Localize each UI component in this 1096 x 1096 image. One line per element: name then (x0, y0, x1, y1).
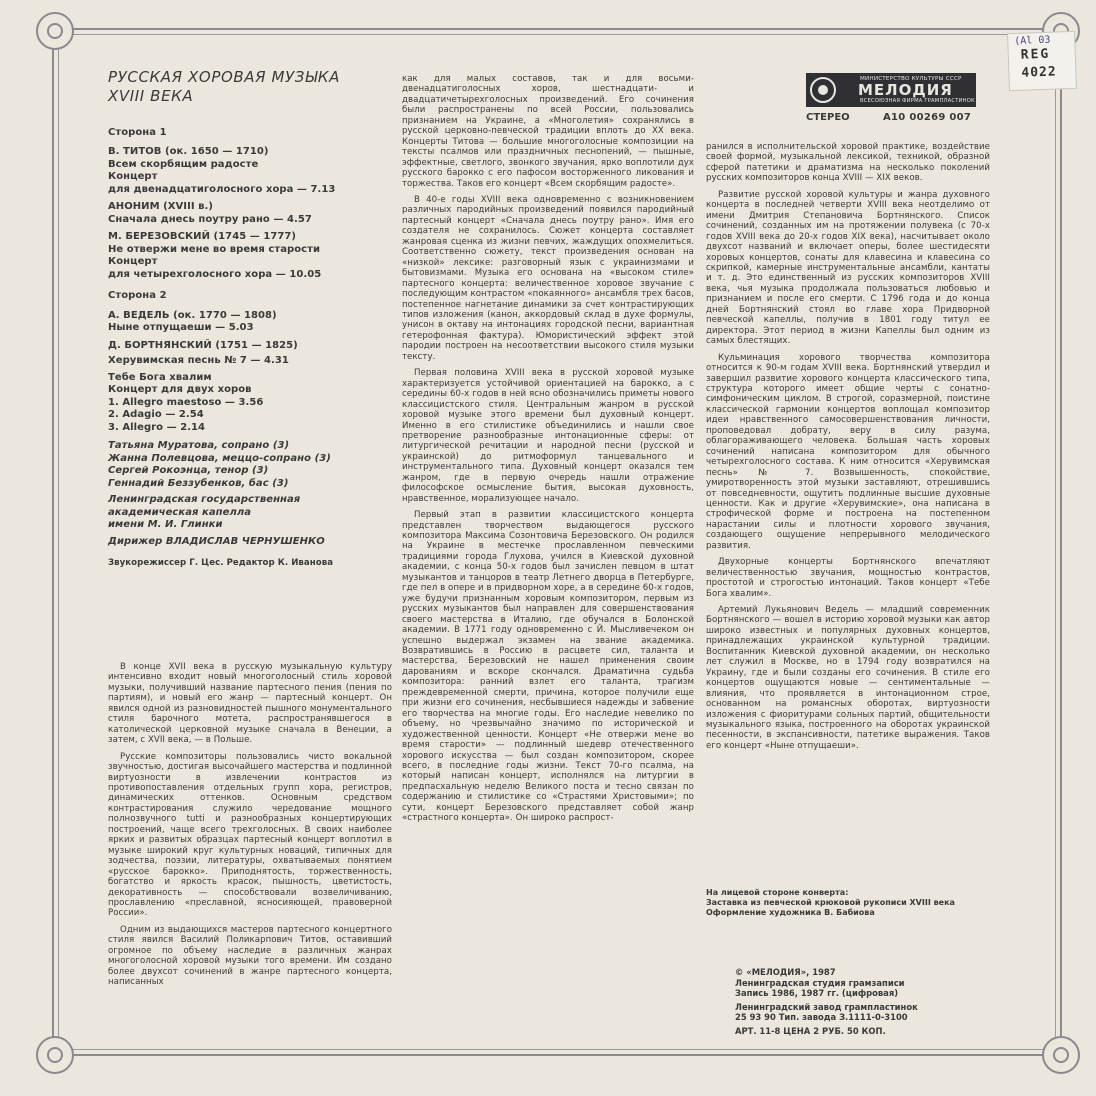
choir-line: Ленинградская государственная (108, 494, 301, 506)
work-title: Не отвержи мене во время старости (108, 243, 321, 255)
registration-sticker (1007, 31, 1077, 91)
frame-corner-ornament (1042, 1036, 1080, 1074)
performers (108, 440, 398, 490)
paragraph: Артемий Лукьянович Ведель — младший современник Бортнянского — вошел в историю хоровой музыки как автор широко известных и популярных духовных концертов, принадлежащих украинской культурной традиции. Воспитанник Киевской духовной академии, он несколько лет служил в Москве, но в 1794 году возвратился на Украину, где и были созданы его сочинения. В стиле его концертов ощущаются новые — сентиментальные — влияния, что проявляется в интонационном строе, основанном на романсных оборотах, виртуозности изложения с фиоритурами сольных партий, общительности музыкального языка, построенного на оборотах украинской песенности, в экспансивности, патетике выражения. Таков его концерт «Ныне отпущаеши». (706, 605, 990, 751)
composer: Д. БОРТНЯНСКИЙ (1751 — 1825) (108, 339, 298, 351)
paragraph: Одним из выдающихся мастеров партесного концертного стиля явился Василий Поликарпович Титов, оставивший огромное по объему наследие в различных жанрах многоголосной хоровой музыки того времени. Им создано более двухсот сочинений в жанре партесного концерта, написанных (108, 924, 392, 988)
track-vedel (108, 310, 398, 335)
price-line: АРТ. 11-8 ЦЕНА 2 РУБ. 50 КОП. (735, 1025, 886, 1036)
text-column-2 (402, 74, 694, 830)
logo-name: МЕЛОДИЯ (858, 81, 953, 99)
work-detail: для четырехголосного хора — 10.05 (108, 268, 322, 280)
print-line: 25 93 90 Тип. завода З.1111-0-3100 (735, 1012, 908, 1023)
performer: Жанна Полевцова, меццо-сопрано (3) (108, 452, 331, 464)
work-form: Концерт (108, 256, 158, 268)
paragraph: Русские композиторы пользовались чисто вокальной звучностью, достигая высочайшего мастерства и подлинной виртуозности в извлечении контрастов из противопоставления отдельных групп хора, регистров, динамических оттенков. Основным средством контрастирования служило чередование мощного полнозвучного tutti и разнообразных концертирующих построений, чаще всего трехголосных. В своих наиболее ярких и развитых образцах партесный концерт воплотил в музыке широкий круг культурных новаций, типичных для зодчества, поэзии, литературы, охватываемых понятием «русское барокко». Приподнятость, торжественность, богатство и яркость красок, пышность, цветистость, декоративность — способствовали возвеличиванию, прославлению «преславной, ясносияющей, правоверной России». (108, 751, 392, 919)
title-line: РУССКАЯ ХОРОВАЯ МУЗЫКА (108, 68, 340, 86)
paragraph: Развитие русской хоровой культуры и жанра духовного концерта в последней четверти XVIII века неотделимо от имени Дмитрия Степановича Бортнянского. Список сочинений, созданных им на протяжении полувека (с 70-х годов XVIII века до 20-х годов XIX века), насчитывает около двухсот названий и включает оперы, более шестидесяти хоровых концертов, сонаты для клавесина и клавесина со скрипкой, камерные инструментальные ансамбли, кантаты и т. д. Это единственный из русских композиторов XVIII века, чья музыка продолжала пользоваться любовью и признанием и после его смерти. С 1796 года и до конца дней Бортнянский стоял во главе хора Придворной певческой капеллы, получив в 1801 году титул ее директора. Этот период в жизни Капеллы был одним из самых блестящих. (706, 189, 990, 347)
tracklist (108, 128, 398, 569)
performer: Сергей Рокоэнца, тенор (3) (108, 465, 269, 477)
choir-line: имени М. И. Глинки (108, 519, 223, 531)
paragraph: ранился в исполнительской хоровой практике, воздействие своей формой, музыкальной лексикой, техникой, образной сферой патетики и драматизма на несколько поколений русских композиторов конца XVIII — XIX веков. (706, 142, 990, 184)
cover-credits (706, 888, 1006, 918)
conductor: Дирижер ВЛАДИСЛАВ ЧЕРНУШЕНКО (108, 535, 325, 547)
work-form: Концерт (108, 171, 158, 183)
paragraph: Первая половина XVIII века в русской хоровой музыке характеризуется устойчивой ориентацией на барокко, а с середины 60-х годов в ней ясно обозначились приметы нового классицистского стиля. Центральным жанром в русской хоровой музыке этого времени был духовный концерт. Именно в его стилистике объединились и нашли свое претворение разнообразные интонационные сферы: от литургической речитации и народной песни (русской и украинской) до ритмоформул танцевального и инструментального типа. Духовный концерт оказался тем жанром, где в первую очередь нашли отражение философское осмысление бытия, высокая духовность, нравственное, морализующее начало. (402, 368, 694, 504)
sticker-handwritten-code: (Al 03 (1014, 34, 1051, 47)
work-title: Тебе Бога хвалим (108, 371, 212, 383)
record-disc-icon (810, 77, 836, 103)
frame-corner-ornament (36, 12, 74, 50)
studio-line: Ленинградская студия грамзаписи (735, 977, 905, 988)
side-label: Сторона 2 (108, 290, 167, 302)
credit-line: Оформление художника В. Бабиова (706, 908, 875, 917)
composer: А. ВЕДЕЛЬ (ок. 1770 — 1808) (108, 309, 277, 321)
credit-line: На лицевой стороне конверта: (706, 888, 849, 897)
paragraph: Кульминация хорового творчества композитора относится к 90-м годам XVIII века. Бортнянский утвердил и завершил развитие хорового концерта классического типа, структура которого имеет общие черты с сонатно-симфоническим циклом. В строгой, соразмерной, поистине классической гармонии концертов воплощал композитор идеи нравственного самосовершенствования личности, проповедовал добрату, веру в силу разума, облагораживающего человека. Большая часть хоровых сочинений написана композитором для обычного четырехголосного состава. К ним относится «Херувимская песнь» № 7. Возвышенность, спокойствие, умиротворенность этой музыки заставляют, отрешившись от повседневности, ощутить подлинные высшие духовные ценности. Как и другие «Херувимские», она написана в строфической форме и построена на постепенном нарастании силы и плотности хорового звучания, создающего ощущение непрерывного мелодического развития. (706, 352, 990, 551)
credit-line: Заставка из певческой крюковой рукописи XVIII века (706, 898, 955, 907)
movement: 1. Allegro maestoso — 3.56 (108, 396, 264, 408)
performer: Геннадий Беззубенков, бас (3) (108, 477, 289, 489)
work-form: Концерт для двух хоров (108, 384, 252, 396)
work-title: Ныне отпущаеши — 5.03 (108, 322, 254, 334)
sticker-reg-label: REG (1020, 46, 1051, 63)
choir-line: академическая капелла (108, 506, 252, 518)
track-titov (108, 146, 398, 196)
work-title: Сначала днесь поутру рано — 4.57 (108, 213, 312, 225)
logo-ministry: МИНИСТЕРСТВО КУЛЬТУРЫ СССР (860, 76, 962, 82)
page-title (108, 68, 340, 106)
text-column-3 (706, 142, 990, 757)
paragraph: Двухорные концерты Бортнянского впечатляют величественностью звучания, мощностью контрастов, простотой и строгостью интонаций. Таков концерт «Тебе Бога хвалим». (706, 557, 990, 599)
composer: В. ТИТОВ (ок. 1650 — 1710) (108, 146, 269, 158)
movement: 3. Allegro — 2.14 (108, 421, 206, 433)
performer: Татьяна Муратова, сопрано (3) (108, 440, 290, 452)
track-bortnyansky (108, 340, 398, 435)
title-line: XVIII ВЕКА (108, 87, 194, 105)
logo-sub: ВСЕСОЮЗНАЯ ФИРМА ГРАМПЛАСТИНОК (860, 98, 975, 104)
work-title: Херувимская песнь № 7 — 4.31 (108, 355, 289, 367)
paragraph: В 40-е годы XVIII века одновременно с возникновением различных пародийных произведений появился пародийный партесный концерт «Сначала днесь поутру рано». Имя его создателя не сохранилось. Сюжет концерта составляет жанровая сценка из жизни певчих, жаждущих опохмелиться. Соответственно сюжету, текст произведения основан на «низкой» лексике: разговорный язык с украинизмами и бытовизмами. Музыка его основана на «высоком стиле» партесного концерта: величественное хоровое звучание с последующим контрастом «покаянного» ансамбля трех басов, постепенное нагнетание динамики за счет контрастирующих типов изложения (канон, аккордовый склад в духе формулы, унисон в октаву на интонациях городской песни, вариантная гетерофонная фактура). Юмористический эффект этой пародии построен на несоответствии высокого стиля музыки тексту. (402, 194, 694, 362)
text-column-1 (108, 662, 392, 994)
work-title: Всем скорбящим радосте (108, 158, 259, 170)
composer: АНОНИМ (XVIII в.) (108, 201, 213, 213)
sticker-number: 4022 (1021, 64, 1057, 81)
recording-line: Запись 1986, 1987 гг. (цифровая) (735, 988, 899, 999)
paragraph: как для малых составов, так и для восьми-двенадцатиголосных хоров, шестнадцати- и двадцатичетырехголосных произведений. Его сочинения были распространены по всей России, пользовались признанием на Украине, а «Многолетия» сохранялись в русской церковно-певческой традиции вплоть до XX века. Концерты Титова — большие многоголосные композиции на тексты псалмов или праздничных песнопений, — пышные, эффектные, светлого, звонкого звучания, ярко воплотили дух русского барокко с его пафосом восторженного ликования и торжества. Таков его концерт «Всем скорбящим радосте». (402, 74, 694, 189)
publisher-info (735, 967, 1005, 1037)
movement: 2. Adagio — 2.54 (108, 409, 204, 421)
copyright-line: © «МЕЛОДИЯ», 1987 (735, 967, 836, 977)
track-anon (108, 201, 398, 226)
side-label: Сторона 1 (108, 127, 167, 138)
work-detail: для двенадцатиголосного хора — 7.13 (108, 183, 336, 195)
choir (108, 494, 398, 532)
factory-line: Ленинградский завод грампластинок (735, 1001, 918, 1012)
track-berezovsky (108, 231, 398, 281)
catalog-number: А10 00269 007 (883, 112, 972, 123)
production-credits: Звукорежиссер Г. Цес. Редактор К. Иванова (108, 558, 334, 569)
frame-corner-ornament (36, 1036, 74, 1074)
melodiya-logo (806, 73, 976, 107)
composer: М. БЕРЕЗОВСКИЙ (1745 — 1777) (108, 231, 296, 243)
format-label: СТЕРЕО (806, 112, 850, 123)
paragraph: В конце XVII века в русскую музыкальную культуру интенсивно входит новый многоголосный стиль хоровой музыки, получивший название партесного пения (пения по партиям), и новый его жанр — партесный концерт. Он явился одной из разновидностей пышного монументального стиля барочного мотета, распространявшегося в католической церковной музыке сначала в Венеции, а затем, с XVII века, — в Польше. (108, 662, 392, 746)
paragraph: Первый этап в развитии классицистского концерта представлен творчеством выдающегося русского композитора Максима Созонтовича Березовского. Он родился на Украине в местечке прославленном певческими традициями города Глухова, учился в Киевской духовной академии, с конца 50-х годов был зачислен певцом в штат музыкантов и танцоров в театр Летнего дворца в Петербурге, где пел в опере и в придворном хоре, а в середине 60-х годов, уже будучи признанным хоровым композитором, первым из русских музыкантов был направлен для совершенствования своего мастерства в Италию, где обучался в Болонской академии. В 1771 году одновременно с Й. Мысливечеком он успешно выдержал экзамен на звание академика. Возвратившись в Россию в расцвете сил, таланта и мастерства, Березовский не нашел применения своим дарованиям и вскоре скончался. Драматична судьба композитора: ранний взлет его таланта, трагизм преждевременной смерти, причина, которое получили еще при жизни его сочинения, несбывшиеся надежды и забвение его творчества на многие годы. Его наследие невелико по объему, но чрезвычайно значимо по исторической и художественной ценности. Концерт «Не отвержи мене во время старости» — подлинный шедевр отечественного хорового искусства — был создан композитором, скорее всего, в последние годы жизни. Текст 70-го псалма, на который написан концерт, исполнялся на литургии в предпасхальную неделю Великого поста и тесно связан по содержанию и стилистике со «Страстями Христовыми»; по сути, концерт Березовского представляет собой жанр «страстного концерта». Он широко распрост- (402, 510, 694, 824)
